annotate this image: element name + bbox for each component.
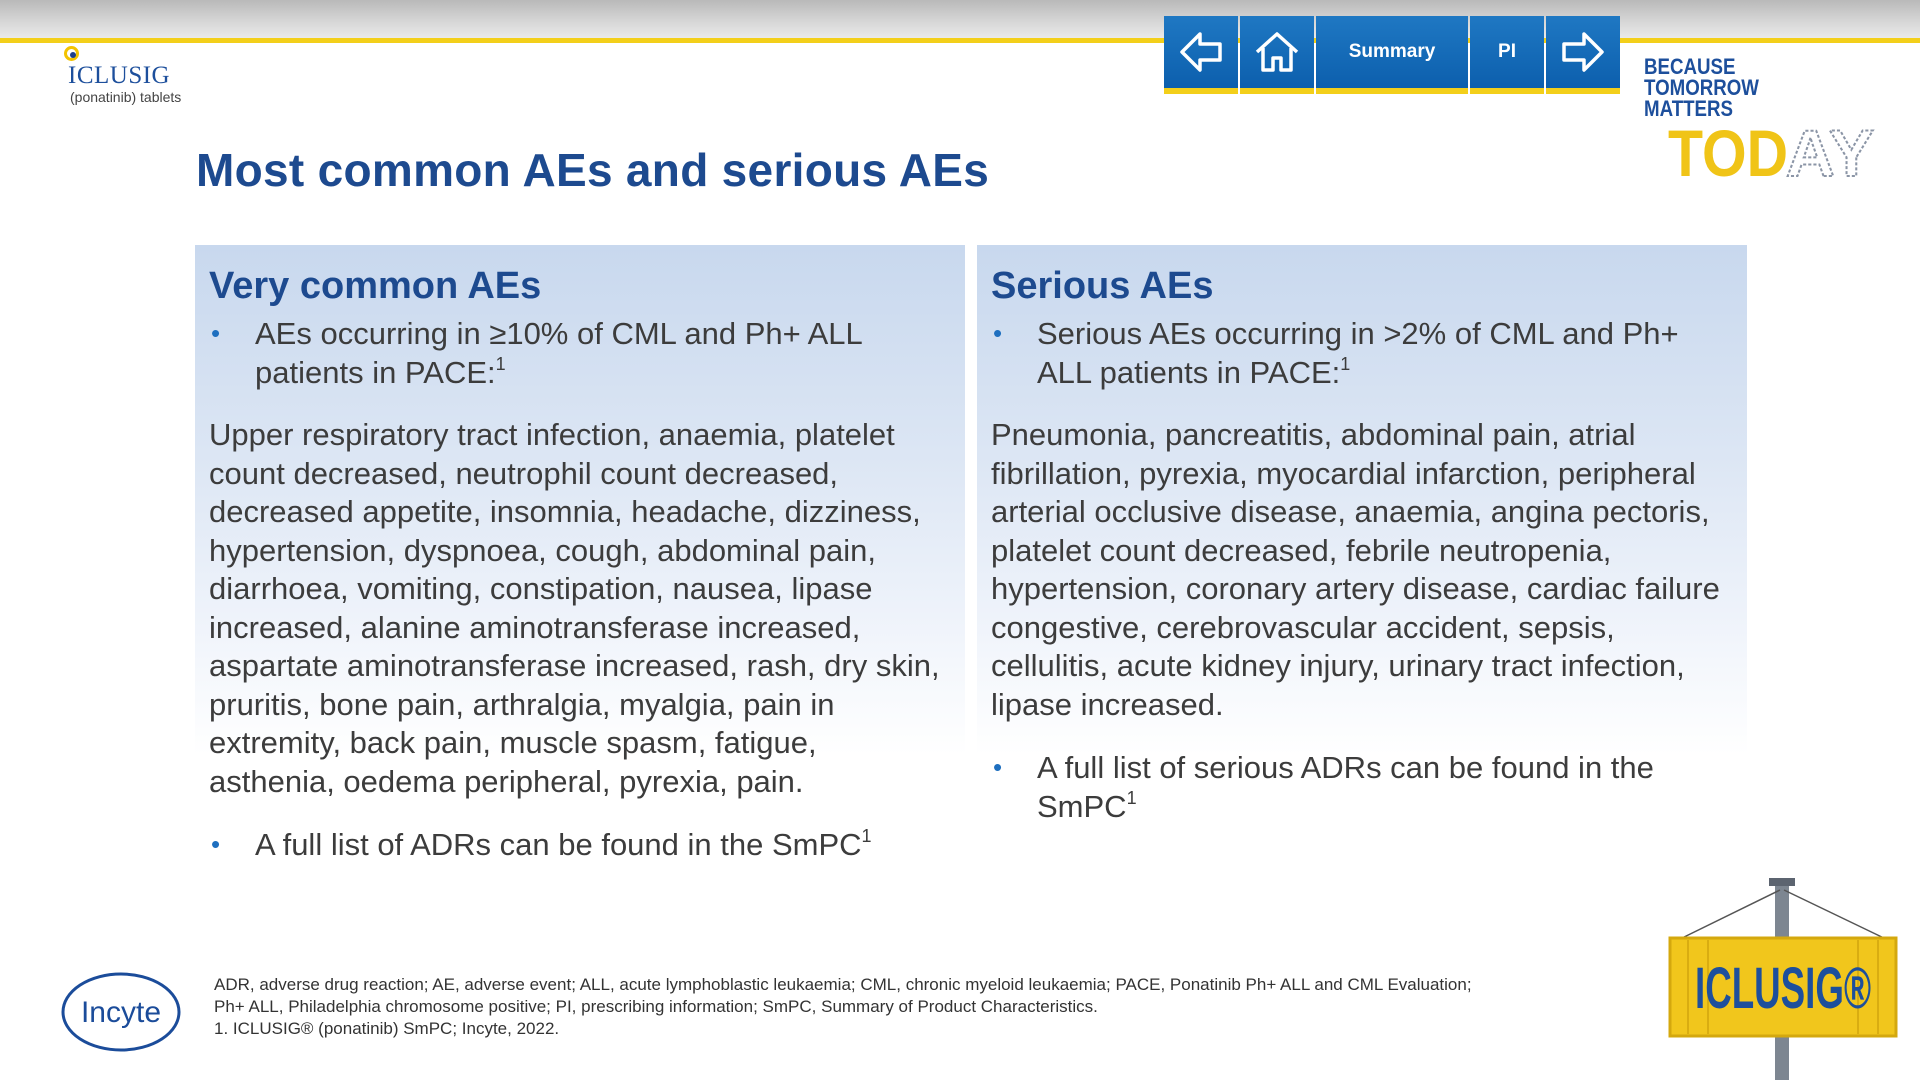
tagline-line-1: BECAUSE xyxy=(1644,54,1736,79)
reference-superscript: 1 xyxy=(861,825,872,846)
very-common-aes-panel xyxy=(195,245,965,862)
footnote-line: ADR, adverse drug reaction; AE, adverse event; ALL, acute lymphoblastic leukaemia; CML, chronic myeloid leukaemia; PACE, Ponatinib Ph+ ALL and CML Evaluation; xyxy=(214,975,1472,994)
footnote-line: Ph+ ALL, Philadelphia chromosome positive; PI, prescribing information; SmPC, Summary of Product Characteristics. xyxy=(214,997,1098,1016)
brand-tagline xyxy=(1644,56,1874,191)
footnote-line: 1. ICLUSIG® (ponatinib) SmPC; Incyte, 2022. xyxy=(214,1019,560,1038)
logo-dot-icon xyxy=(64,46,79,61)
back-button[interactable] xyxy=(1164,16,1238,94)
incyte-logo-text: Incyte xyxy=(80,996,162,1029)
tagline-line-2: TOMORROW xyxy=(1644,75,1759,100)
sign-text: ICLUSIG® xyxy=(1695,956,1871,1021)
ae-list-text: Pneumonia, pancreatitis, abdominal pain, atrial fibrillation, pyrexia, myocardial infarction, peripheral arterial occlusive disease, anaemia, angina pectoris, platelet count decreased, febrile neutropenia, hypertension, coronary artery disease, cardiac failure congestive, cerebrovascular accident, sepsis, cellulitis, acute kidney injury, urinary tract infection, lipase increased. xyxy=(991,417,1720,722)
logo-name: ICLUSIG xyxy=(68,62,171,89)
arrow-right-icon xyxy=(1560,30,1606,74)
today-text-scaffold: AY xyxy=(1786,122,1874,184)
summary-button[interactable] xyxy=(1316,16,1468,94)
home-icon xyxy=(1253,30,1301,74)
top-accent-line xyxy=(0,38,1920,43)
arrow-left-icon xyxy=(1178,30,1224,74)
panel-heading: Very common AEs xyxy=(209,265,542,307)
reference-superscript: 1 xyxy=(1340,353,1351,374)
today-text-solid: TOD xyxy=(1668,122,1788,184)
top-bar xyxy=(0,0,1920,40)
intro-bullet: • Serious AEs occurring in >2% of CML and Ph+ ALL patients in PACE:$^1$ xyxy=(991,314,1733,392)
footer-bullet: • A full list of ADRs can be found in the SmPC$^1$ xyxy=(209,825,951,864)
reference-superscript: 1 xyxy=(495,353,506,374)
tagline-line-3: MATTERS xyxy=(1644,96,1733,121)
page-title: Most common AEs and serious AEs xyxy=(196,144,990,196)
pi-button[interactable] xyxy=(1470,16,1544,94)
logo-subtitle: (ponatinib) tablets xyxy=(70,89,182,105)
today-graphic xyxy=(1668,122,1880,184)
ae-list-text: Upper respiratory tract infection, anaemia, platelet count decreased, neutrophil count decreased, decreased appetite, insomnia, headache, dizziness, hypertension, dyspnoea, cough, abdominal pain, diarrhoea, vomiting, constipation, nausea, lipase increased, alanine aminotransferase increased, aspartate aminotransferase increased, rash, dry skin, pruritis, bone pain, arthralgia, myalgia, pain in extremity, back pain, muscle spasm, fatigue, asthenia, oedema peripheral, pyrexia, pain. xyxy=(209,417,940,799)
home-button[interactable] xyxy=(1240,16,1314,94)
iclusig-sign-graphic xyxy=(1668,878,1898,1080)
serious-aes-panel xyxy=(977,245,1747,845)
footnotes xyxy=(214,974,1594,1040)
intro-bullet: • AEs occurring in ≥10% of CML and Ph+ ALL patients in PACE:$^1$ xyxy=(209,314,951,392)
incyte-logo xyxy=(58,970,184,1054)
reference-superscript: 1 xyxy=(1126,787,1137,808)
panel-heading: Serious AEs xyxy=(991,265,1214,307)
footer-bullet: • A full list of serious ADRs can be found in the SmPC$^1$ xyxy=(991,748,1733,826)
pi-button-label: PI xyxy=(1498,41,1516,62)
iclusig-logo xyxy=(60,44,200,109)
summary-button-label: Summary xyxy=(1348,41,1436,62)
forward-button[interactable] xyxy=(1546,16,1620,94)
